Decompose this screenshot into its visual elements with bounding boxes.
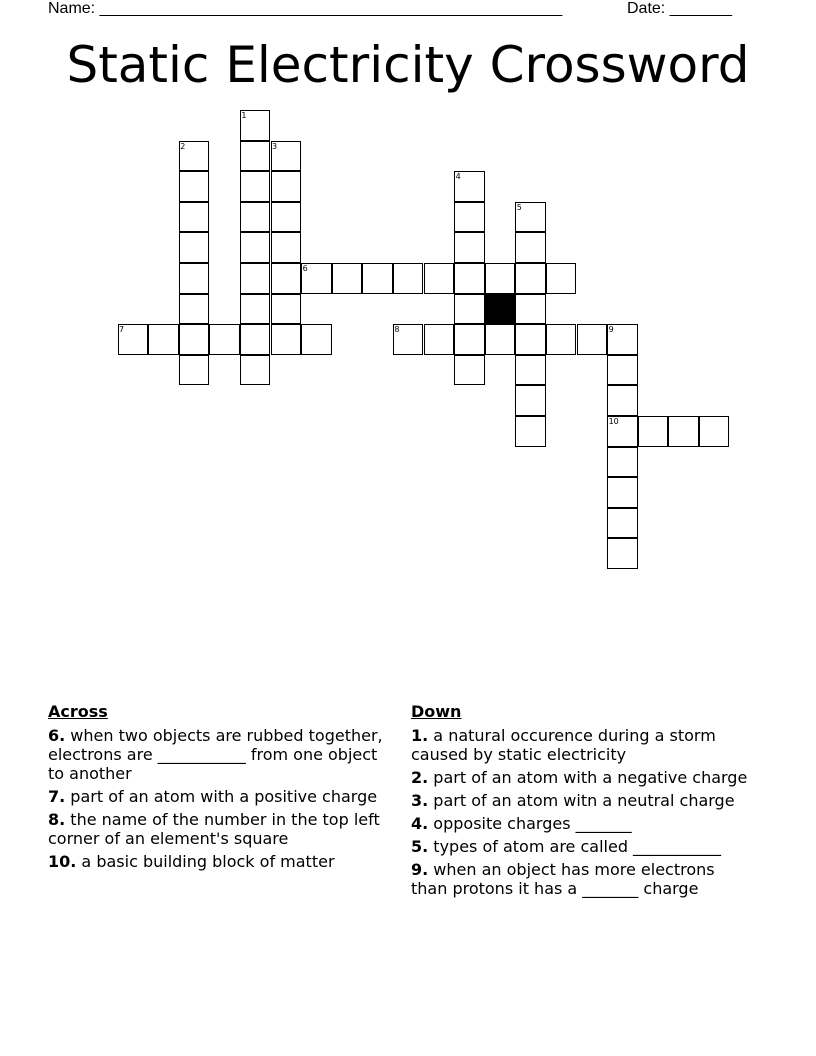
grid-cell[interactable] [240, 232, 271, 263]
clue-number: 4. [411, 814, 429, 833]
clue-number-label: 4 [455, 172, 461, 182]
clue-text: when an object has more electrons than protons it has a _______ charge [411, 860, 715, 898]
down-clue [411, 837, 756, 856]
grid-cell[interactable] [271, 263, 302, 294]
clue-text: part of an atom with a positive charge [65, 787, 378, 806]
grid-cell[interactable] [454, 232, 485, 263]
clue-number-label: 5 [516, 202, 522, 212]
clue-number: 10. [48, 852, 77, 871]
grid-cell[interactable] [179, 232, 210, 263]
down-clue [411, 814, 756, 833]
clue-text: the name of the number in the top left corner of an element's square [48, 810, 380, 848]
grid-cell[interactable] [485, 263, 516, 294]
down-heading: Down [411, 702, 462, 721]
grid-cell[interactable] [301, 324, 332, 355]
grid-cell[interactable] [668, 416, 699, 447]
clue-number: 9. [411, 860, 429, 879]
grid-cell[interactable] [179, 324, 210, 355]
grid-cell[interactable] [240, 141, 271, 172]
across-clues [48, 702, 388, 875]
grid-cell[interactable] [240, 355, 271, 386]
grid-cell[interactable] [240, 294, 271, 325]
down-clue [411, 768, 756, 787]
clue-text: when two objects are rubbed together, electrons are ___________ from one object to another [48, 726, 383, 783]
grid-cell[interactable] [607, 355, 638, 386]
clue-number-label: 1 [241, 111, 247, 120]
clue-text: opposite charges _______ [428, 814, 632, 833]
grid-cell[interactable] [424, 324, 455, 355]
grid-cell[interactable] [148, 324, 179, 355]
clue-number-label: 9 [608, 325, 614, 335]
grid-cell[interactable] [515, 416, 546, 447]
clue-number: 2. [411, 768, 429, 787]
grid-cell[interactable] [332, 263, 363, 294]
grid-cell[interactable] [179, 355, 210, 386]
grid-cell[interactable] [179, 202, 210, 233]
grid-cell[interactable] [454, 324, 485, 355]
clue-number-label: 3 [272, 141, 278, 151]
grid-cell[interactable] [393, 263, 424, 294]
clue-text: a natural occurence during a storm caused by static electricity [411, 726, 716, 764]
grid-cell[interactable] [454, 263, 485, 294]
grid-cell[interactable] [515, 294, 546, 325]
clue-number-label: 7 [119, 325, 125, 335]
grid-cell[interactable] [240, 324, 271, 355]
down-clue [411, 860, 756, 898]
across-clue [48, 726, 388, 783]
clue-number: 6. [48, 726, 66, 745]
clue-text: part of an atom with a negative charge [428, 768, 748, 787]
grid-cell[interactable] [515, 263, 546, 294]
date-field[interactable]: Date: _______ [627, 0, 732, 17]
down-clue [411, 726, 756, 764]
down-clue [411, 791, 756, 810]
clue-number: 7. [48, 787, 66, 806]
grid-cell[interactable] [638, 416, 669, 447]
grid-cell[interactable] [515, 324, 546, 355]
grid-cell[interactable] [607, 538, 638, 569]
grid-cell[interactable] [515, 232, 546, 263]
grid-cell[interactable] [271, 324, 302, 355]
grid-cell[interactable] [271, 294, 302, 325]
grid-cell[interactable] [577, 324, 608, 355]
across-clue [48, 787, 388, 806]
grid-cell[interactable] [485, 324, 516, 355]
grid-cell[interactable] [454, 294, 485, 325]
clue-number: 1. [411, 726, 429, 745]
grid-cell[interactable] [240, 202, 271, 233]
grid-cell[interactable] [240, 171, 271, 202]
clue-text: part of an atom witn a neutral charge [428, 791, 735, 810]
down-clues [411, 702, 756, 902]
black-square [485, 294, 516, 325]
grid-cell[interactable] [424, 263, 455, 294]
grid-cell[interactable] [454, 355, 485, 386]
grid-cell[interactable] [546, 263, 577, 294]
grid-cell[interactable] [179, 294, 210, 325]
grid-cell[interactable] [546, 324, 577, 355]
grid-cell[interactable] [515, 385, 546, 416]
name-field[interactable]: Name: ____________________________________________________ [48, 0, 563, 17]
clue-text: a basic building block of matter [76, 852, 335, 871]
clue-text: types of atom are called ___________ [428, 837, 722, 856]
grid-cell[interactable] [271, 232, 302, 263]
clue-number: 5. [411, 837, 429, 856]
grid-cell[interactable] [607, 385, 638, 416]
clue-number-label: 6 [302, 264, 308, 273]
grid-cell[interactable] [607, 508, 638, 539]
grid-cell[interactable] [362, 263, 393, 294]
grid-cell[interactable] [271, 171, 302, 202]
clue-number: 3. [411, 791, 429, 810]
across-heading: Across [48, 702, 108, 721]
clue-number-label: 2 [180, 141, 186, 151]
page-title: Static Electricity Crossword [66, 36, 750, 94]
grid-cell[interactable] [179, 263, 210, 294]
grid-cell[interactable] [699, 416, 730, 447]
grid-cell[interactable] [209, 324, 240, 355]
grid-cell[interactable] [515, 355, 546, 386]
across-clue [48, 852, 388, 871]
grid-cell[interactable] [271, 202, 302, 233]
across-clue [48, 810, 388, 848]
clue-number: 8. [48, 810, 66, 829]
grid-cell[interactable] [607, 477, 638, 508]
grid-cell[interactable] [179, 171, 210, 202]
grid-cell[interactable] [607, 447, 638, 478]
clue-number-label: 10 [608, 417, 619, 426]
clue-number-label: 8 [394, 325, 400, 335]
grid-cell[interactable] [240, 263, 271, 294]
grid-cell[interactable] [454, 202, 485, 233]
